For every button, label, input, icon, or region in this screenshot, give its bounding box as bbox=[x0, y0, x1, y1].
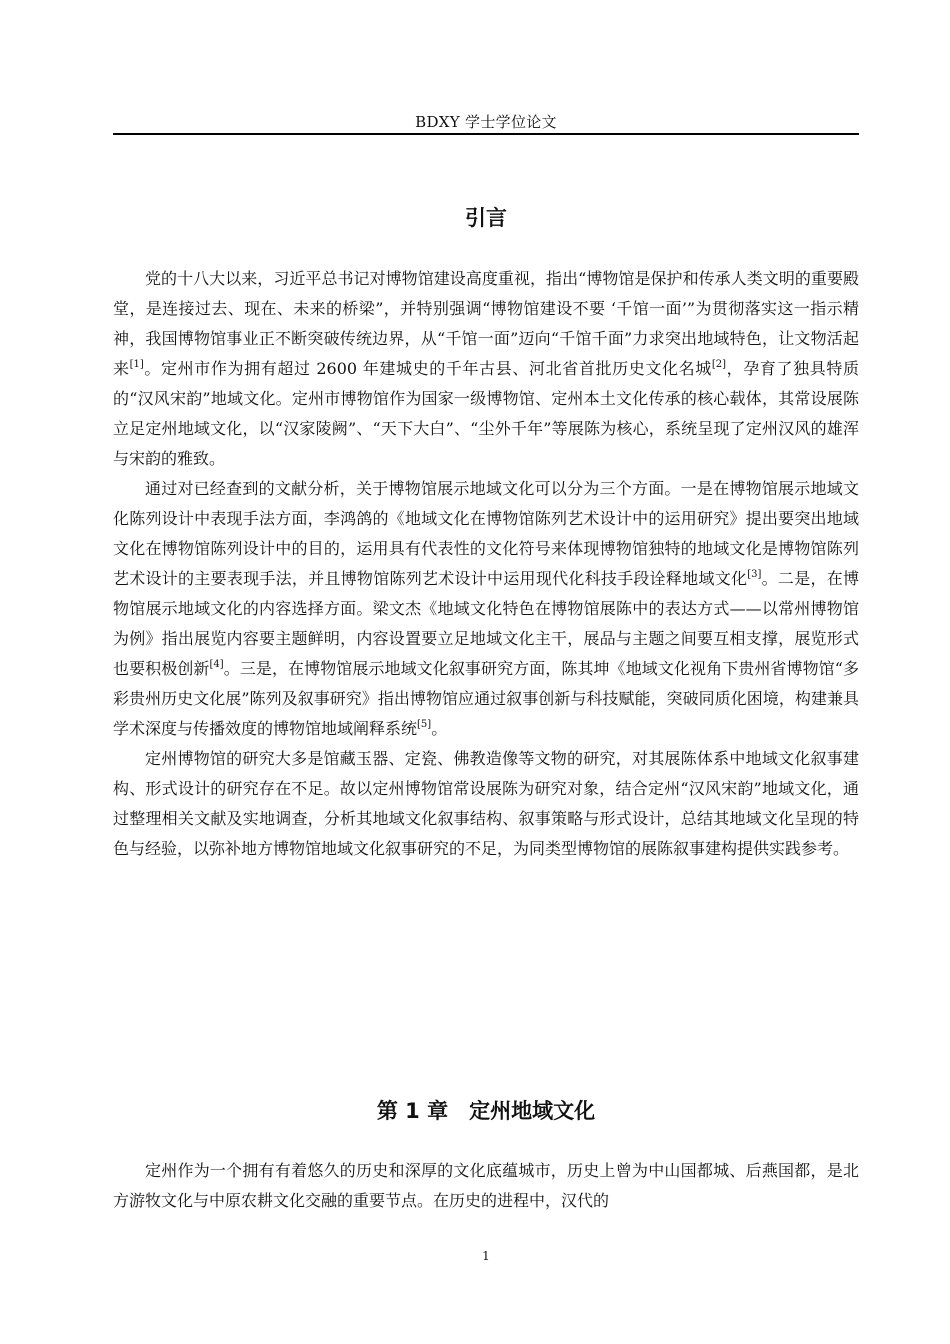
paragraph-text: 。 bbox=[431, 719, 448, 738]
paragraph-text: ，孕育了独具特质的“汉风宋韵”地域文化。定州市博物馆作为国家一级博物馆、定州本土文化传承的核心载体，其常设展陈立足定州地域文化，以“汉家陵阙”、“天下大白”、“尘外千年”等展陈为核心，系统呈现了定州汉风的雄浑与宋韵的雅致。 bbox=[113, 359, 859, 468]
citation-5[interactable]: [5] bbox=[417, 719, 432, 730]
citation-3[interactable]: [3] bbox=[747, 569, 762, 580]
chapter-1-title: 第 1 章 定州地域文化 bbox=[376, 1099, 596, 1123]
paragraph-text: 。二是，在博物馆展示地域文化的内容选择方面。梁文杰《地域文化特色在博物馆展陈中的表达方式——以常州博物馆为例》指出展览内容要主题鲜明，内容设置要立足地域文化主干，展品与主题之间要互相支撑，展览形式也要积极创新 bbox=[113, 569, 859, 678]
paragraph-text: 党的十八大以来，习近平总书记对博物馆建设高度重视，指出“博物馆是保护和传承人类文明的重要殿堂，是连接过去、现在、未来的桥梁”，并特别强调“博物馆建设不要 ‘千馆一面’”为贯彻落实这一指示精神，我国博物馆事业正不断突破传统边界，从“千馆一面”迈向“千馆千面”力求突出地域特色，让文物活起来 bbox=[113, 269, 859, 378]
intro-body bbox=[113, 264, 859, 864]
intro-paragraph-3: 定州博物馆的研究大多是馆藏玉器、定瓷、佛教造像等文物的研究，对其展陈体系中地域文化叙事建构、形式设计的研究存在不足。故以定州博物馆常设展陈为研究对象，结合定州“汉风宋韵”地域文化，通过整理相关文献及实地调查，分析其地域文化叙事结构、叙事策略与形式设计，总结其地域文化呈现的特色与经验，以弥补地方博物馆地域文化叙事研究的不足，为同类型博物馆的展陈叙事建构提供实践参考。 bbox=[113, 749, 859, 858]
header-rule bbox=[113, 133, 859, 135]
paragraph-text: 。三是，在博物馆展示地域文化叙事研究方面，陈其坤《地域文化视角下贵州省博物馆“多彩贵州历史文化展”陈列及叙事研究》指出博物馆应通过叙事创新与科技赋能，突破同质化困境，构建兼具学术深度与传播效度的博物馆地域阐释系统 bbox=[113, 659, 859, 738]
paragraph-text: 。定州市作为拥有超过 2600 年建城史的千年古县、河北省首批历史文化名城 bbox=[143, 359, 712, 378]
running-header: BDXY 学士学位论文 bbox=[415, 113, 557, 131]
intro-paragraph-2 bbox=[113, 474, 859, 744]
chapter-1-body bbox=[113, 1156, 859, 1216]
citation-4[interactable]: [4] bbox=[209, 659, 224, 670]
section-title-intro: 引言 bbox=[465, 206, 507, 230]
intro-paragraph-1 bbox=[113, 264, 859, 474]
chapter-1-paragraph-1: 定州作为一个拥有有着悠久的历史和深厚的文化底蕴城市，历史上曾为中山国都城、后燕国都，是北方游牧文化与中原农耕文化交融的重要节点。在历史的进程中，汉代的 bbox=[113, 1161, 859, 1210]
citation-2[interactable]: [2] bbox=[711, 359, 726, 370]
page-number: 1 bbox=[482, 1249, 490, 1263]
paragraph-text: 通过对已经查到的文献分析，关于博物馆展示地域文化可以分为三个方面。一是在博物馆展示地域文化陈列设计中表现手法方面，李鸿鸽的《地域文化在博物馆陈列艺术设计中的运用研究》提出要突出地域文化在博物馆陈列设计中的目的，运用具有代表性的文化符号来体现博物馆独特的地域文化是博物馆陈列艺术设计的主要表现手法，并且博物馆陈列艺术设计中运用现代化科技手段诠释地域文化 bbox=[113, 479, 859, 588]
citation-1[interactable]: [1] bbox=[129, 359, 144, 370]
